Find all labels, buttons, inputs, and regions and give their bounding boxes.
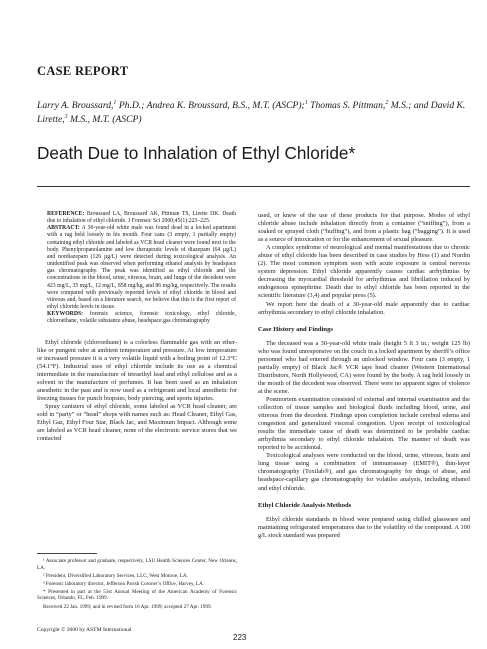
- body-paragraph: Spray canisters of ethyl chloride, some labeled as VCR head cleaner, are sold in “party” or “head” shops with names such as: Head Cleaner, Ethyl Gas, Ethyl Gaz, Ethyl Four Star, Black Jac, and Maximum Impact. Although some are labeled as VCR head cleaner, none of the electronic service stores that we contacted: [37, 402, 237, 443]
- author-credentials: M.S., M.T. (ASCP): [67, 114, 142, 125]
- body-paragraph: We report here the death of a 30-year-old male apparently due to cardiac arrhythmia secondary to ethyl chloride inhalation.: [258, 300, 470, 316]
- author-name: David K. Lirette,: [37, 100, 466, 125]
- body-paragraph: Postmortem examination consisted of external and internal examination and the collection of tissue samples and biological fluids including blood, urine, and vitreous from the decedent. Findings upon completion include cerebral edema and congestion and generalized visceral congestion. Upon receipt of toxicological results the immediate cause of death was determined to be probable cardiac arrhythmia secondary to ethyl chloride inhalation. The manner of death was reported to be accidental.: [258, 395, 470, 452]
- author-name: Larry A. Broussard,: [37, 100, 114, 111]
- keywords-text: forensic science, forensic toxicology, ethyl chloride, chloroethane, volatile substance abuse, headspace gas chromatography: [47, 311, 237, 325]
- abstract-text: A 30-year-old white male was found dead in a locked apartment with a rag held loosely in his mouth. Four cans (3 empty, 1 partially empty) containing ethyl chloride and labeled as VCR head cleaner were found next to the body. Phenylpropanolamine and low therapeutic levels of diazepam (64 µg/L) and nordiazepam (126 µg/L) were detected during toxicological analysis. An unidentified peak was observed when performing ethanol analysis by headspace gas chromatography. The peak was identified as ethyl chloride and the concentrations in the blood, urine, vitreous, brain, and lungs of the decedent were 423 mg/L, 35 mg/L, 12 mg/L, 858 mg/kg, and 86 mg/kg, respectively. The results were compared with previously reported levels of ethyl chloride in blood and vitreous and, based on a literature search, we believe that this is the first report of ethyl chloride levels in tissue.: [47, 225, 237, 311]
- footnote: ² President, Diversified Laboratory Services, LLC, West Monroe, LA.: [43, 572, 188, 579]
- body-paragraph: Ethyl chloride standards in blood were prepared using chilled glassware and maintaining refrigerated temperatures due to the volatility of the compound. A 100 g/L stock standard was prepared: [258, 515, 470, 539]
- author-affiliation-marker: 3: [64, 113, 68, 120]
- body-paragraph: The deceased was a 30-year-old white male (height 5 ft 3 in.; weight 125 lb) who was found unresponsive on the couch in a locked apartment by sheriff’s office personnel who had entered through an unlocked window. Four cans (3 empty, 1 partially empty) of Black Jac® VCR tape head cleaner (Western International Distributors, North Hollywood, CA) were found by the body. A rag held loosely in the mouth of the decedent was observed. There were no apparent signs of violence at the scene.: [258, 339, 470, 395]
- section-heading-methods: Ethyl Chloride Analysis Methods: [258, 501, 352, 509]
- footnote-rule: [37, 553, 97, 554]
- section-label: CASE REPORT: [37, 64, 129, 78]
- footnotes: [37, 558, 237, 612]
- body-paragraph: A complex syndrome of neurological and mental manifestations due to chronic abuse of ethyl chloride has been described in case studies by Hess (1) and Nordin (2). The most common symptom seen with acute exposure is central nervous system depression. Ethyl chloride apparently causes cardiac arrhythmias by decreasing the myocardial threshold for arrhythmias and fibrillation induced by endogenous epinephrine. Death due to ethyl chloride has been reported in the scientific literature (3,4) and popular press (5).: [258, 244, 470, 300]
- abstract-paragraph: [47, 225, 236, 311]
- author-affiliation-marker: 2: [385, 99, 389, 106]
- title-rule: [37, 186, 470, 187]
- body-paragraph: Toxicological analyses were conducted on the blood, urine, vitreous, brain and lung tissue using a combination of immunoassay (EMIT®), thin-layer chromatography (Toxilab®), and gas chromatography for drugs of abuse, and headspace-capillary gas chromatography for volatiles analysis, including ethanol and ethyl chloride.: [258, 452, 470, 492]
- author-name: Thomas S. Pittman,: [310, 100, 386, 111]
- left-column: [37, 211, 237, 443]
- footnote: Received 22 Jan. 1999; and in revised form 16 Apr. 1999; accepted 27 Apr. 1999.: [43, 603, 212, 610]
- section-heading-case-history: Case History and Findings: [258, 325, 333, 333]
- reference-label: REFERENCE:: [47, 211, 85, 217]
- author-name: Andrea K. Broussard, B.S., M.T. (ASCP);: [146, 100, 305, 111]
- right-column: [258, 212, 470, 540]
- reference-text: Broussard LA, Broussard AK, Pittman TS, Lirette DK. Death due to inhalation of ethyl chloride. J Forensic Sci 2000;45(1):223–225.: [47, 211, 236, 225]
- copyright-notice: Copyright © 2000 by ASTM International: [37, 627, 132, 633]
- abstract-label: ABSTRACT:: [47, 225, 80, 232]
- abstract-block: [37, 211, 237, 326]
- keywords-label: KEYWORDS:: [47, 311, 84, 318]
- author-affiliation-marker: 1: [304, 99, 308, 106]
- footnote: ¹ Associate professor and graduate, respectively, LSU Health Sciences Center, New Orleans, LA.: [37, 558, 237, 571]
- author-list: [37, 99, 467, 127]
- footnote: * Presented in part at the 51st Annual Meeting of the American Academy of Forensic Sciences, Orlando, FL, Feb. 1999.: [37, 588, 237, 602]
- keywords-paragraph: [47, 311, 236, 325]
- author-credentials: Ph.D.;: [116, 100, 147, 111]
- reference-paragraph: [47, 211, 236, 225]
- author-credentials: M.S.; and: [388, 100, 431, 111]
- body-paragraph: Ethyl chloride (chloroethane) is a colorless flammable gas with an ether-like or pungent odor at ambient temperature and pressure. At low temperature or increased pressure it is a very volatile liquid with a boiling point of 12.3°C (54.1°F). Industrial uses of ethyl chloride include its use as a chemical intermediate in the manufacture of tetraethyl lead and ethyl cellulose and as a solvent in the manufacture of perfumes. It has been used as an inhalation anesthetic in the past and is now used as a refrigerant and local anesthetic for freezing tissues for punch biopsies, body piercing, and sports injuries.: [37, 338, 237, 402]
- author-affiliation-marker: 1: [113, 99, 117, 106]
- page-number: 223: [233, 633, 247, 642]
- body-paragraph: used, or knew of the use of these products for that purpose. Modes of ethyl chloride abuse include inhalation directly from a container (“sniffing”), from a soaked or sprayed cloth (“huffing”), and from a plastic bag (“bagging”). It is used as a source of intoxication or for the enhancement of sexual pleasure.: [258, 212, 470, 244]
- footnote: ³ Forensic laboratory director, Jefferson Parish Coroner’s Office, Harvey, LA.: [43, 580, 205, 587]
- article-title: Death Due to Inhalation of Ethyl Chloride*: [37, 143, 356, 163]
